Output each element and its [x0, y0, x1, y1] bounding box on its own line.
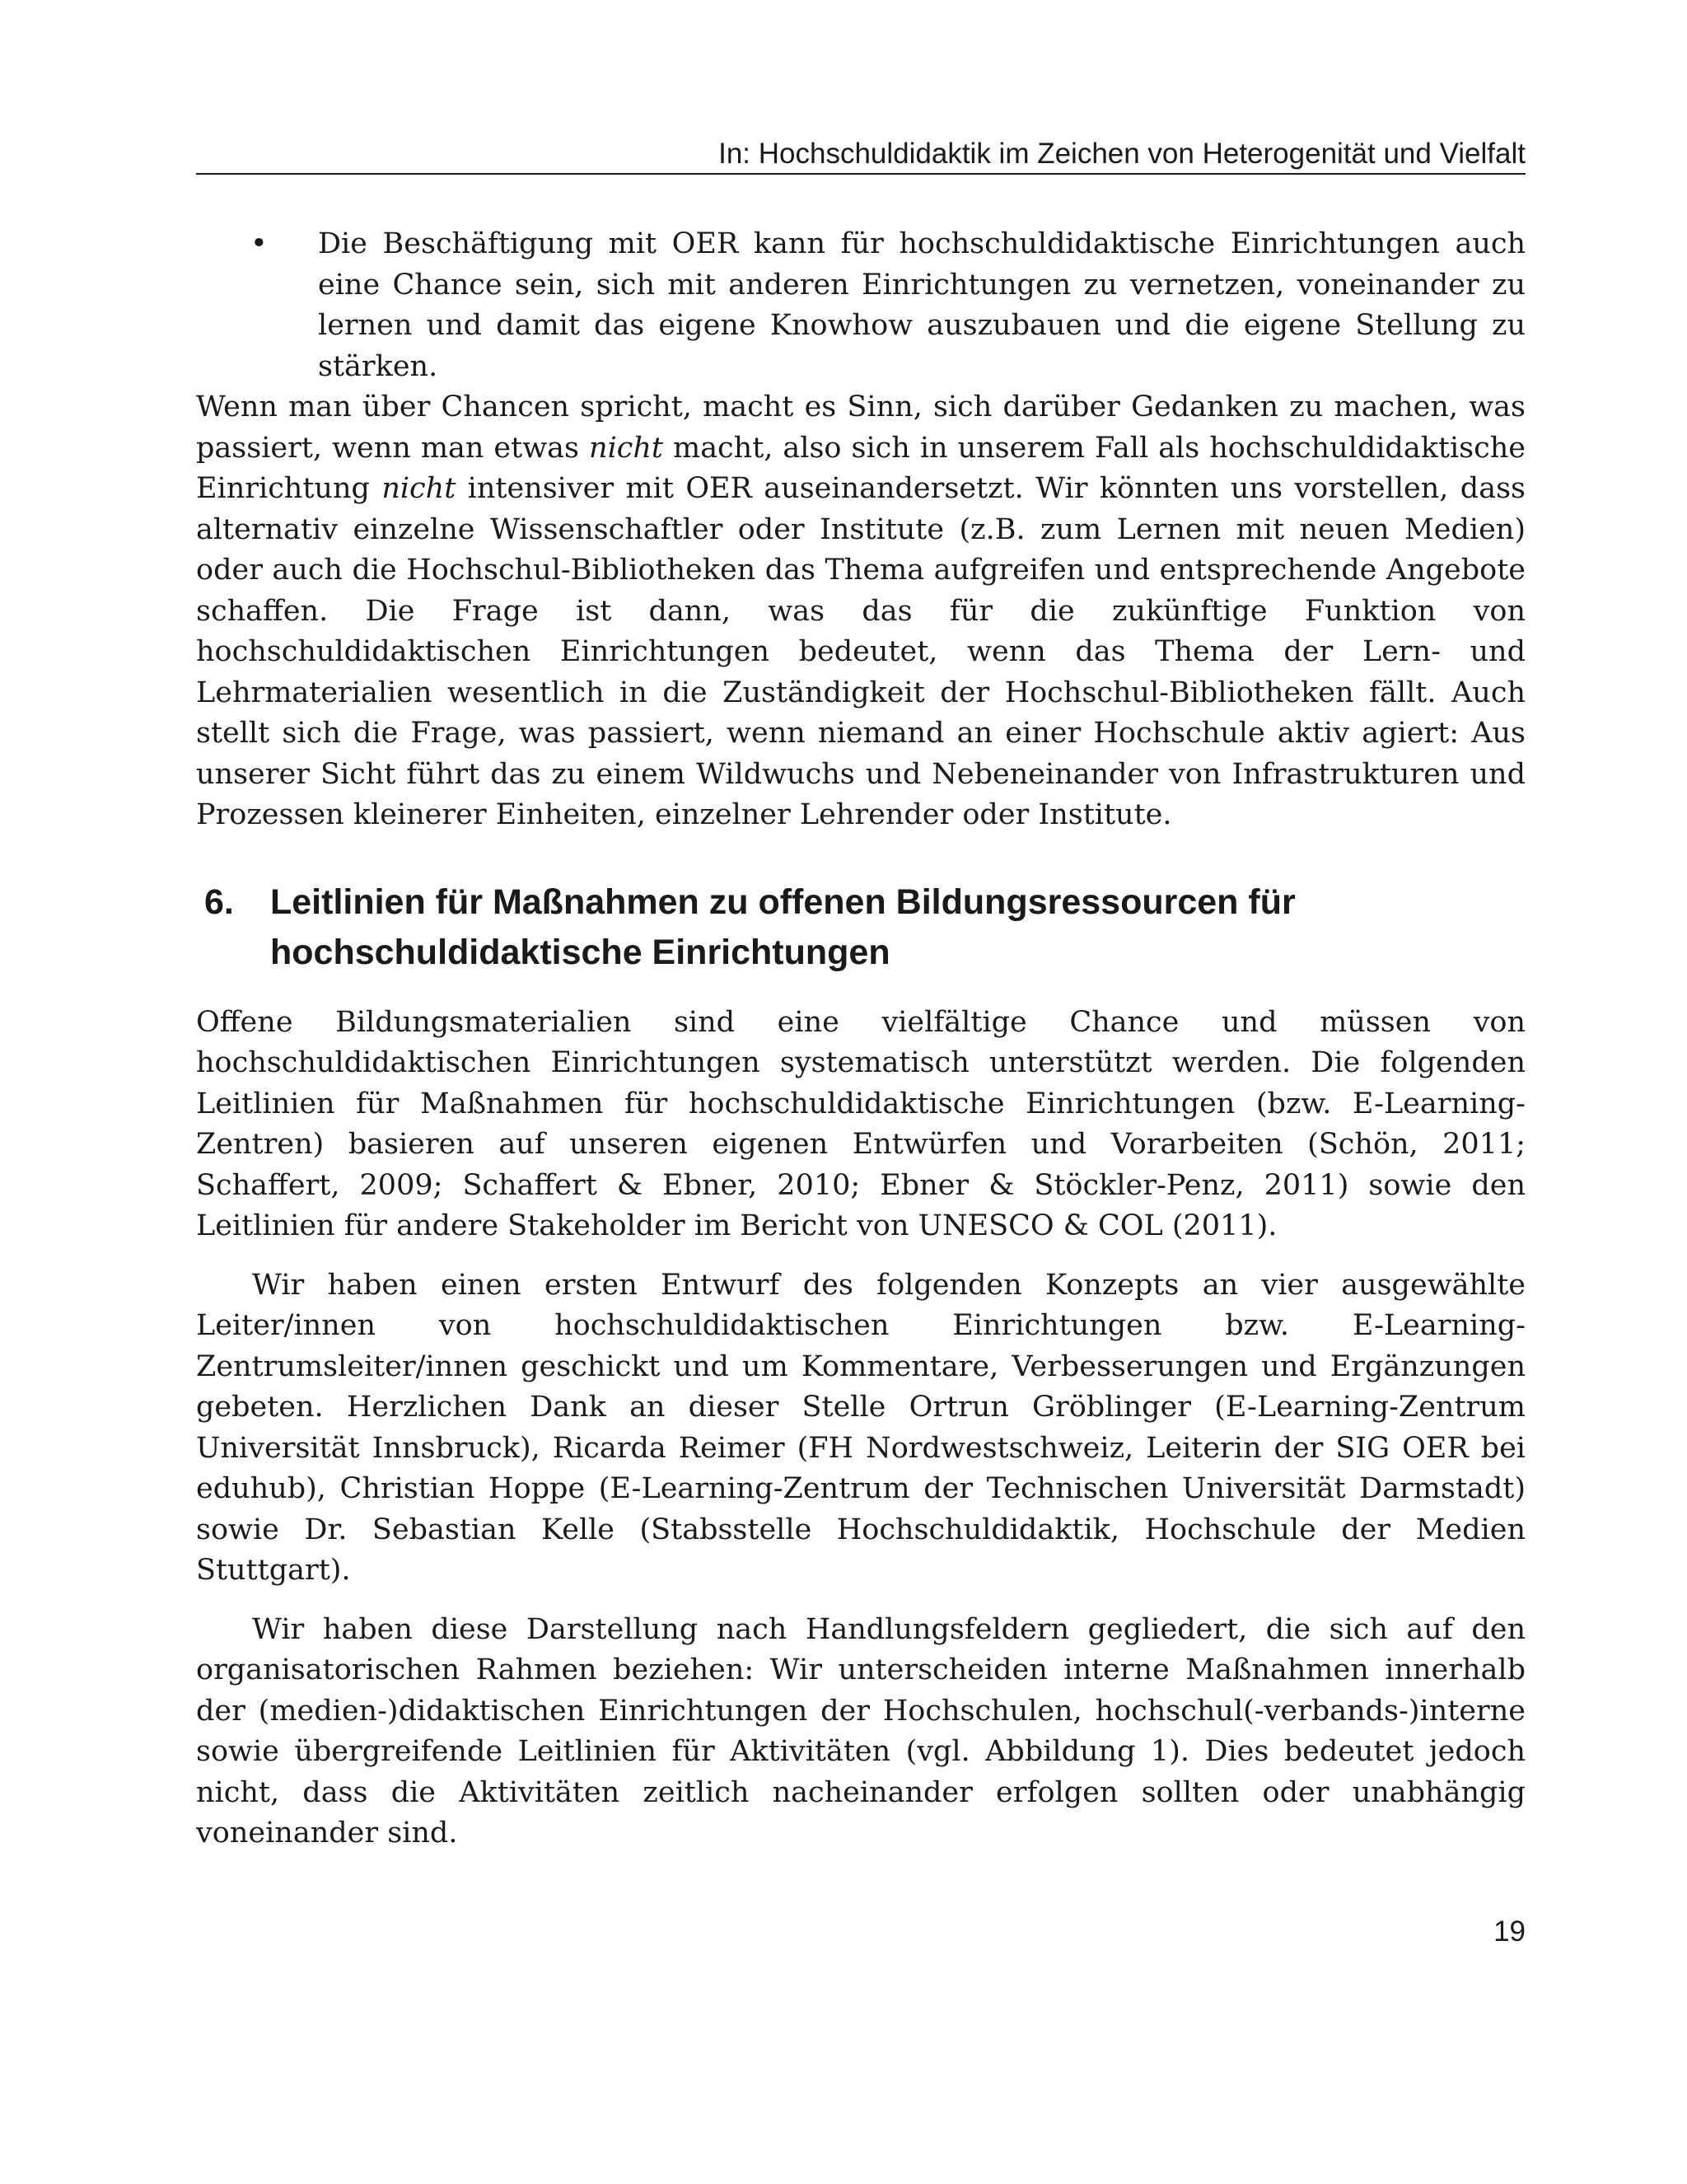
- emphasis-nicht-2: nicht: [381, 472, 456, 505]
- paragraph-chances-part-2: macht, also sich in unserem Fall als hochschuldidaktische Einrichtung: [196, 431, 1526, 505]
- paragraph-action-fields: Wir haben diese Darstellung nach Handlungsfeldern gegliedert, die sich auf den organisatorischen Rahmen beziehen: Wir unterscheiden interne Maßnahmen innerhalb der (medien-)didaktischen Einrichtungen der Hochschulen, hochschul(-verbands-)interne sowie übergreifende Leitlinien für Aktivitäten (vgl. Abbildung 1). Dies bedeutet jedoch nicht, dass die Aktivitäten zeitlich nacheinander erfolgen sollten oder unabhängig voneinander sind.: [196, 1612, 1526, 1850]
- page-number: 19: [1493, 1915, 1526, 1948]
- running-header: In: Hochschuldidaktik im Zeichen von Heterogenität und Vielfalt: [718, 138, 1526, 170]
- paragraph-draft-feedback: Wir haben einen ersten Entwurf des folgenden Konzepts an vier ausgewählte Leiter/innen von hochschuldidaktischen Einrichtungen bzw. E-Learning-Zentrumsleiter/innen geschickt und um Kommentare, Verbesserungen und Ergänzungen gebeten. Herzlichen Dank an dieser Stelle Ortrun Gröblinger (E-Learning-Zentrum Universität Innsbruck), Ricarda Reimer (FH Nordwestschweiz, Leiterin der SIG OER bei eduhub), Christian Hoppe (E-Learning-Zentrum der Technischen Universität Darmstadt) sowie Dr. Sebastian Kelle (Stabsstelle Hochschuldidaktik, Hochschule der Medien Stuttgart).: [196, 1268, 1526, 1587]
- section-title: Leitlinien für Maßnahmen zu offenen Bildungsressourcen für hochschuldidaktische Einrichtungen: [270, 882, 1296, 972]
- emphasis-nicht-1: nicht: [589, 431, 663, 465]
- header-rule: [196, 173, 1526, 175]
- bullet-text: Die Beschäftigung mit OER kann für hochschuldidaktische Einrichtungen auch eine Chance sein, sich mit anderen Einrichtungen zu vernetzen, voneinander zu lernen und damit das eigene Knowhow auszubauen und die eigene Stellung zu stärken.: [318, 227, 1526, 383]
- bullet-symbol: •: [250, 227, 268, 260]
- paragraph-chances: [196, 387, 1526, 836]
- bullet-item: [196, 224, 1526, 387]
- page-body: [196, 224, 1526, 1854]
- section-number: 6.: [204, 882, 234, 922]
- paragraph-chances-part-1: Wenn man über Chancen spricht, macht es Sinn, sich darüber Gedanken zu machen, was passiert, wenn man etwas: [196, 391, 1526, 465]
- paragraph-oer-intro: Offene Bildungsmaterialien sind eine vielfältige Chance und müssen von hochschuldidaktischen Einrichtungen systematisch unterstützt werden. Die folgenden Leitlinien für Maßnahmen für hochschuldidaktische Einrichtungen (bzw. E-Learning-Zentren) basieren auf unseren eigenen Entwürfen und Vorarbeiten (Schön, 2011; Schaffert, 2009; Schaffert & Ebner, 2010; Ebner & Stöckler-Penz, 2011) sowie den Leitlinien für andere Stakeholder im Bericht von UNESCO & COL (2011).: [196, 1005, 1526, 1242]
- section-heading: [196, 877, 1526, 978]
- paragraph-chances-part-3: intensiver mit OER auseinandersetzt. Wir könnten uns vorstellen, dass alternativ einzelne Wissenschaftler oder Institute (z.B. zum Lernen mit neuen Medien) oder auch die Hochschul-Bibliotheken das Thema aufgreifen und entsprechende Angebote schaffen. Die Frage ist dann, was das für die zukünftige Funktion von hochschuldidaktischen Einrichtungen bedeutet, wenn das Thema der Lern- und Lehrmaterialien wesentlich in die Zuständigkeit der Hochschul-Bibliotheken fällt. Auch stellt sich die Frage, was passiert, wenn niemand an einer Hochschule aktiv agiert: Aus unserer Sicht führt das zu einem Wildwuchs und Nebeneinander von Infrastrukturen und Prozessen kleinerer Einheiten, einzelner Lehrender oder Institute.: [196, 472, 1526, 831]
